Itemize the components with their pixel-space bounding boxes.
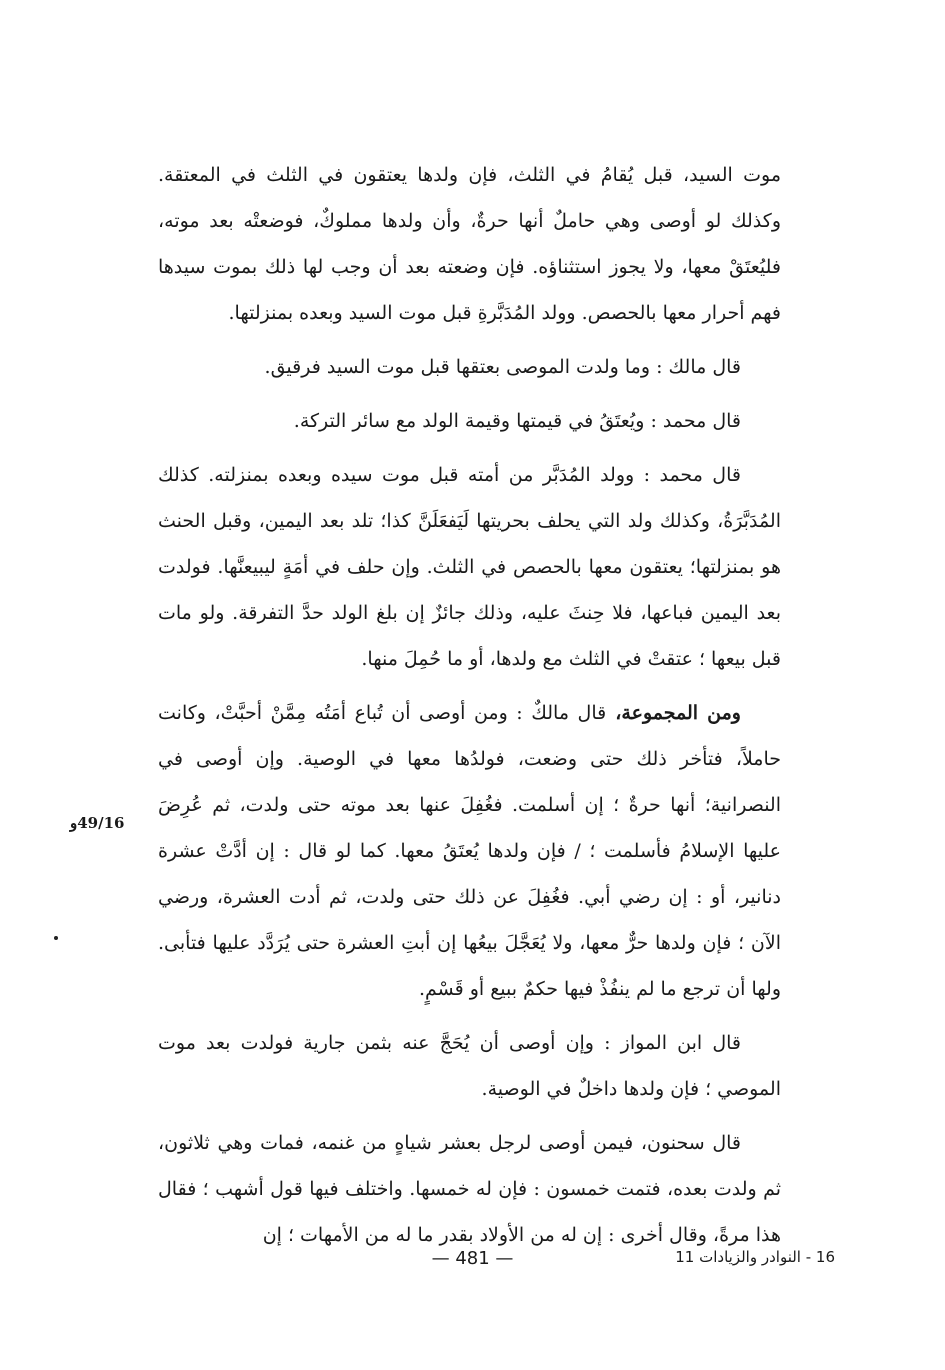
paragraph: موت السيد، قبل يُقامُ في الثلث، فإن ولدها يعتقون في الثلث في المعتقة. وكذلك لو أوصى وهي حاملٌ أنها حرةٌ، وأن ولدها مملوكٌ، فوضعتْه بعد موته، فليُعتَقْ معها، ولا يجوز استثناؤه. فإن وضعته بعد أن وجب لها ذلك بموت سيدها فهم أحرار معها بالحصص. وولد المُدَبَّرةِ قبل موت السيد وبعده بمنزلتها. [158,164,781,324]
paragraph: قال محمد : ويُعتَقُ في قيمتها وقيمة الولد مع سائر التركة. [293,410,741,432]
paragraph-body: قال مالكٌ : ومن أوصى أن تُباع أمَتُه مِمَّنْ أحبَّتْ، وكانت حاملاً، فتأخر ذلك حتى وضعت، فولدُها معها في الوصية. وإن أوصى في النصرانية؛ أنها حرةٌ ؛ إن أسلمت. فغُفِلَ عنها بعد موته حتى ولدت، ثم عُرِضَ عليها الإسلامُ فأسلمت ؛ / فإن ولدها يُعتَقُ معها. كما لو قال : إن أدَّتْ عشرة دنانير، أو : إن رضي أبي. فغُفِلَ عن ذلك حتى ولدت، ثم أدت العشرة، ورضي الآن ؛ فإن ولدها حرٌّ معها، ولا يُعَجَّلَ بيعُها إن أبتِ العشرة حتى يُرَدَّد عليها فتأبى. ولها أن ترجع ما لم ينفُذْ فيها حكمٌ ببيع أو قَسْمٍ. [158,702,781,1000]
paragraph: قال محمد : وولد المُدَبَّر من أمته قبل موت سيده وبعده بمنزلته. كذلك المُدَبَّرَةُ، وكذلك ولد التي يحلف بحريتها لَيَفعَلَنَّ كذا؛ تلد بعد اليمين، وقبل الحنث هو بمنزلتها؛ يعتقون معها بالحصص في الثلث. وإن حلف في أمَةٍ ليبيعنَّها. فولدت بعد اليمين فباعها، فلا حِنثَ عليه، وذلك جائزٌ إن بلغ الولد حدَّ التفرقة. ولو مات قبل بيعها ؛ عتقتْ في الثلث مع ولدها، أو ما حُمِلَ منها. [158,464,781,670]
margin-folio-note: 49/16و [70,814,125,832]
margin-dot [54,936,58,940]
paragraph: قال سحنون، فيمن أوصى لرجل بعشر شياهٍ من غنمه، فمات وهي ثلاثون، ثم ولدت بعده، فتمت خمسون : فإن له خمسها. واختلف فيها قول أشهب ؛ فقال هذا مرةً، وقال أخرى : إن له من الأولاد بقدر ما له من الأمهات ؛ إن [158,1132,781,1246]
paragraph [158,690,781,1012]
paragraph-lead: ومن المجموعة، [606,702,741,724]
footer-signature: 16 - النوادر والزيادات 11 [675,1248,835,1266]
paragraph: قال مالك : وما ولدت الموصى بعتقها قبل موت السيد فرقيق. [264,356,741,378]
main-text [158,152,781,1258]
paragraph: قال ابن المواز : وإن أوصى أن يُحَجَّ عنه بثمن جارية فولدت بعد موت الموصي ؛ فإن ولدها داخلٌ في الوصية. [158,1032,781,1100]
page-number: — 481 — [431,1248,514,1269]
